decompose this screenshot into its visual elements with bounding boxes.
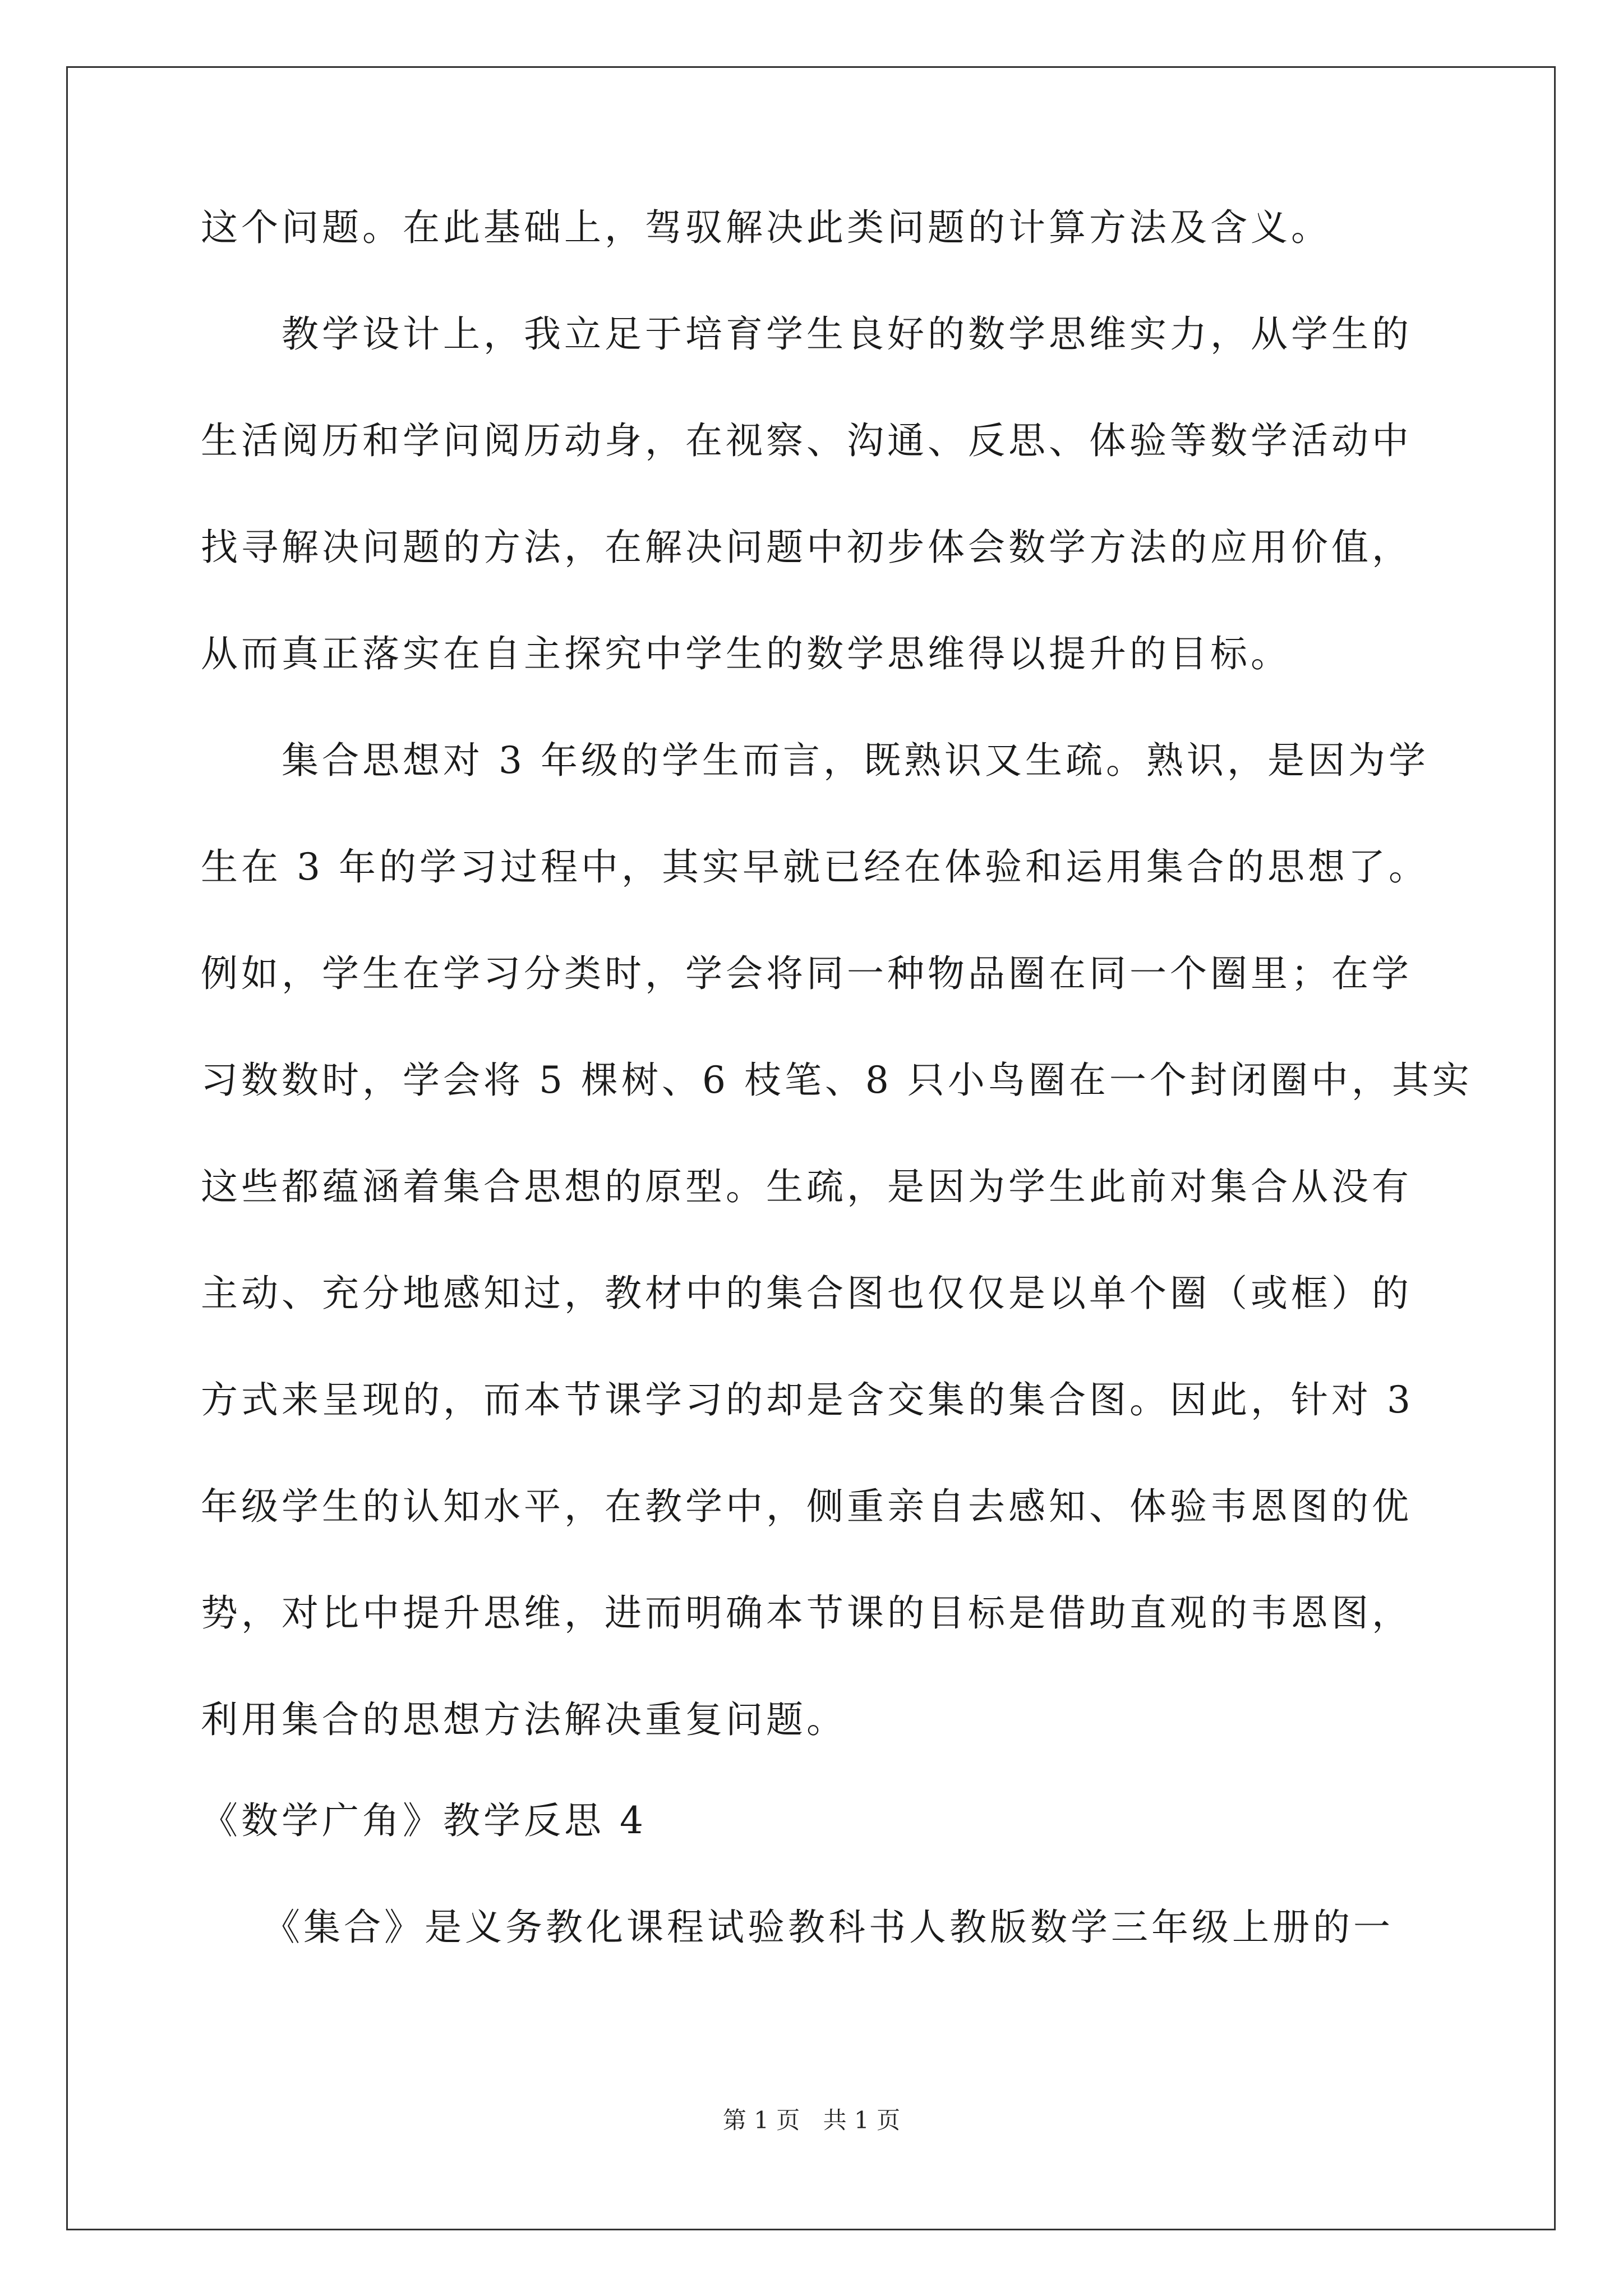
text-line-10: 这些都蕴涵着集合思想的原型。生疏，是因为学生此前对集合从没有 xyxy=(201,1165,1412,1208)
text-line-15: 利用集合的思想方法解决重复问题。 xyxy=(201,1698,847,1741)
text-line-7: 生在 3 年的学习过程中，其实早就已经在体验和运用集合的思想了。 xyxy=(201,845,1429,889)
text-line-9: 习数数时，学会将 5 棵树、6 枝笔、8 只小鸟圈在一个封闭圈中，其实 xyxy=(201,1059,1473,1102)
text-line-1: 这个问题。在此基础上，驾驭解决此类问题的计算方法及含义。 xyxy=(201,206,1331,249)
text-line-13: 年级学生的认知水平，在教学中，侧重亲自去感知、体验韦恩图的优 xyxy=(201,1485,1412,1528)
page-footer xyxy=(0,2104,1623,2137)
page-total: 共 1 页 xyxy=(823,2106,901,2134)
text-line-14: 势，对比中提升思维，进而明确本节课的目标是借助直观的韦恩图， xyxy=(201,1591,1412,1635)
text-line-5: 从而真正落实在自主探究中学生的数学思维得以提升的目标。 xyxy=(201,632,1291,675)
text-line-16: 《集合》是义务教化课程试验教科书人教版数学三年级上册的一 xyxy=(201,1906,1394,1949)
page-number: 第 1 页 xyxy=(722,2106,800,2134)
text-line-2: 教学设计上，我立足于培育学生良好的数学思维实力，从学生的 xyxy=(201,312,1412,356)
text-line-8: 例如，学生在学习分类时，学会将同一种物品圈在同一个圈里；在学 xyxy=(201,952,1412,995)
section-heading: 《数学广角》教学反思 4 xyxy=(201,1799,647,1842)
text-line-11: 主动、充分地感知过，教材中的集合图也仅仅是以单个圈（或框）的 xyxy=(201,1272,1412,1315)
text-line-12: 方式来呈现的，而本节课学习的却是含交集的集合图。因此，针对 3 xyxy=(201,1378,1414,1421)
text-line-3: 生活阅历和学问阅历动身，在视察、沟通、反思、体验等数学活动中 xyxy=(201,419,1412,462)
text-line-4: 找寻解决问题的方法，在解决问题中初步体会数学方法的应用价值， xyxy=(201,526,1412,569)
text-line-6: 集合思想对 3 年级的学生而言，既熟识又生疏。熟识，是因为学 xyxy=(201,739,1429,782)
